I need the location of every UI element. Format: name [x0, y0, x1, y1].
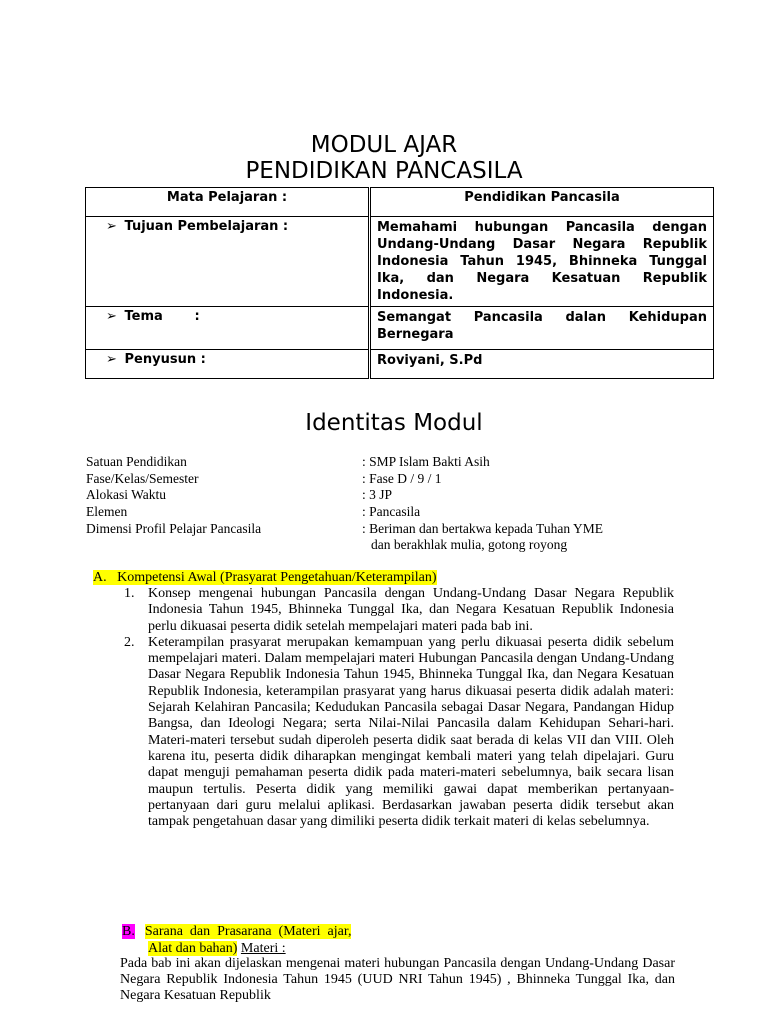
identitas-value: : 3 JP [362, 487, 393, 503]
info-row-label: Penyusun : [124, 352, 206, 367]
info-row-value: Roviyani, S.Pd [370, 350, 714, 379]
section-a-list [124, 586, 674, 830]
identitas-label: Fase/Kelas/Semester [86, 470, 199, 486]
identitas-title: Identitas Modul [305, 410, 483, 436]
list-item-number: 1. [124, 586, 135, 601]
arrow-bullet-icon: ➢ [106, 352, 117, 367]
identitas-value: : SMP Islam Bakti Asih [362, 454, 490, 469]
document-title-line2: PENDIDIKAN PANCASILA [245, 158, 523, 184]
section-b-heading [122, 924, 682, 957]
arrow-bullet-icon: ➢ [106, 219, 117, 234]
document-title-line1: MODUL AJAR [310, 132, 458, 158]
info-table-row-tema [86, 307, 714, 350]
section-b-letter: B. [122, 924, 135, 939]
identitas-value-continuation: dan berakhlak mulia, gotong royong [371, 537, 568, 553]
identitas-label: Alokasi Waktu [86, 487, 167, 503]
section-b-paragraph: Pada bab ini akan dijelaskan mengenai materi hubungan Pancasila dengan Undang-Undang Dasar Negara Republik Indonesia Tahun 1945 (UUD NRI Tahun 1945) , Bhinneka Tunggal Ika, dan Negara Kesatuan Republik [120, 956, 675, 1004]
materi-label: Materi : [240, 940, 286, 956]
info-row-value: Semangat Pancasila dalan Kehidupan Bernegara [370, 307, 714, 350]
info-table-head-left: Mata Pelajaran : [86, 188, 370, 217]
list-item [124, 635, 674, 831]
section-a-heading-text: A. Kompetensi Awal (Prasyarat Pengetahuan/Keterampilan) [93, 570, 437, 585]
identitas-label: Elemen [86, 504, 128, 520]
info-table-row-penyusun [86, 350, 714, 379]
identitas-value: : Fase D / 9 / 1 [362, 470, 442, 486]
arrow-bullet-icon: ➢ [106, 309, 117, 324]
list-item [124, 586, 674, 635]
list-item-number: 2. [124, 634, 135, 650]
identitas-value: : Pancasila [362, 504, 421, 520]
info-table-head-right: Pendidikan Pancasila [370, 188, 714, 217]
section-b-heading-line1: Sarana dan Prasarana (Materi ajar, [144, 924, 352, 939]
info-row-value: Memahami hubungan Pancasila dengan Undang-Undang Dasar Negara Republik Indonesia Tahun 1945, Bhinneka Tunggal Ika, dan Negara Kesatuan Republik Indonesia. [370, 217, 714, 307]
identitas-value: : Beriman dan bertakwa kepada Tuhan YME [362, 520, 603, 536]
list-item-text: Konsep mengenai hubungan Pancasila dengan Undang-Undang Dasar Negara Republik Indonesia Tahun 1945, Bhinneka Tunggal Ika, dan Negara Kesatuan Republik Indonesia perlu dikuasai peserta didik setelah mempelajari materi pada bab ini. [148, 586, 674, 634]
identitas-label: Satuan Pendidikan [86, 454, 187, 469]
info-row-label: Tujuan Pembelajaran : [124, 219, 289, 234]
info-table-row-tujuan [86, 217, 714, 307]
section-a-heading [93, 570, 437, 587]
info-table [85, 187, 714, 379]
section-b-heading-line2: Alat dan bahan) [148, 940, 238, 956]
info-row-label: Tema : [124, 309, 200, 324]
info-table-header-row [86, 188, 714, 217]
identitas-label: Dimensi Profil Pelajar Pancasila [86, 520, 262, 536]
list-item-text: Keterampilan prasyarat merupakan kemampuan yang perlu dikuasai peserta didik sebelum mempelajari materi. Dalam mempelajari materi Hubungan Pancasila dengan Undang-Undang Dasar Negara Republik Indonesia Tahun 1945, Bhinneka Tunggal Ika, dan Negara Kesatuan Republik Indonesia, keterampilan prasyarat yang harus dikuasai peserta didik adalah materi: Sejarah Kelahiran Pancasila; Kedudukan Pancasila sebagai Dasar Negara, Pandangan Hidup Bangsa, dan Ideologi Negara; serta Nilai-Nilai Pancasila dalam Kehidupan Sehari-hari. Materi-materi tersebut sudah diperoleh peserta didik saat berada di kelas VII dan VIII. Oleh karena itu, peserta didik diharapkan mengingat kembali materi yang telah dipelajari. Guru dapat menguji pemahaman peserta didik pada materi-materi sebelumnya, baik secara lisan maupun tertulis. Peserta didik yang memiliki gawai dapat memberikan pertanyaan-pertanyaan dari guru melalui aplikasi. Berdasarkan jawaban peserta didik tersebut akan tampak pengetahuan dasar yang dimiliki peserta didik terkait materi di kelas sebelumnya. [148, 634, 674, 830]
